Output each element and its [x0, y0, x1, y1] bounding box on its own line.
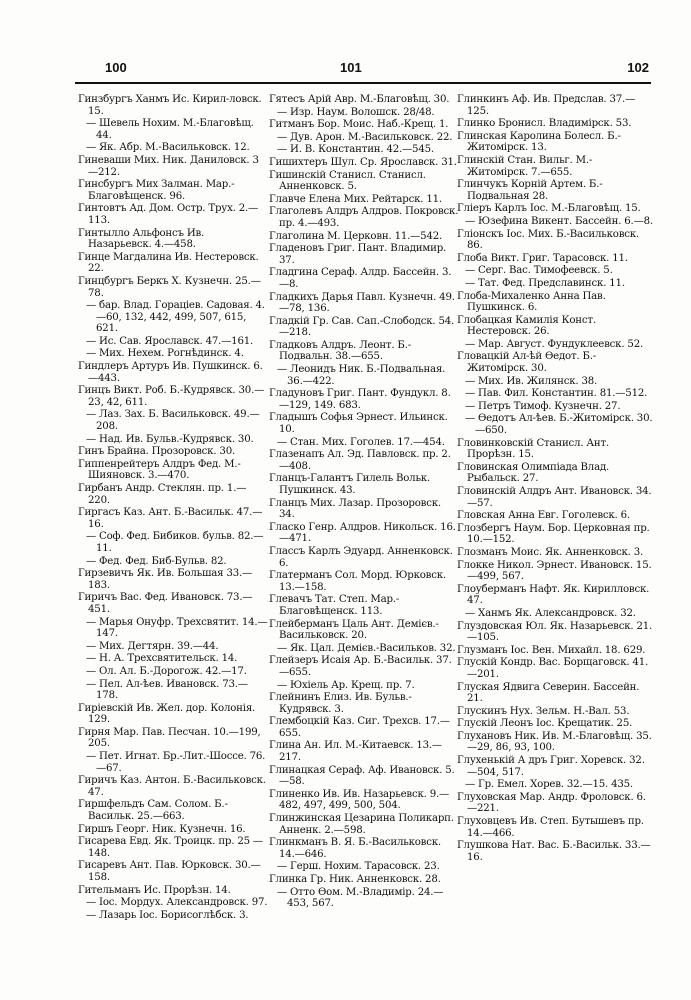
directory-entry: — Ол. Ал. Б.-Дорогож. 42.—17.	[86, 665, 247, 677]
header-rule	[75, 82, 651, 84]
directory-entry: Гиріевскій Ив. Жел. дор. Колонія. 129.	[78, 702, 256, 726]
directory-entry: Гинсбургъ Мих Залман. Мар.-Благовѣщенск. 96.	[78, 179, 235, 202]
directory-entry: Глатерманъ Сол. Морд. Юрковск. 13.—158.	[269, 570, 446, 593]
directory-entry: — Серг. Вас. Тимофеевск. 5.	[465, 265, 613, 277]
directory-entry: — Пет. Игнат. Бр.-Лит.-Шоссе. 76.—67.	[86, 751, 266, 774]
directory-entry: — бар. Влад. Гораціев. Садовая. 4.—60, 132, 442, 499, 507, 615, 621.	[86, 300, 265, 335]
directory-entry: Глаголевъ Алдръ Алдров. Покровск. пр. 4.—493.	[269, 206, 459, 229]
directory-entry: Глинчукъ Корній Артем. Б.-Подвальная 28.	[457, 179, 603, 202]
directory-entry: Гиршфельдъ Сам. Солом. Б.-Васильк. 25.—663.	[78, 799, 228, 823]
directory-entry: Гладгина Сераф. Алдр. Бассейн. 3.—8.	[269, 267, 452, 290]
directory-entry: — Герш. Нохим. Тарасовск. 23.	[277, 861, 440, 873]
directory-entry: Гительманъ Ис. Прорѣзн. 14.	[78, 884, 231, 896]
directory-entry: Гирня Мар. Пав. Песчан. 10.—199, 205.	[78, 726, 261, 750]
directory-entry: Глазенапъ Ал. Эд. Павловск. пр. 2.—408.	[269, 449, 451, 472]
directory-entry: — Соф. Фед. Бибиков. бульв. 82.—11.	[86, 531, 264, 554]
directory-entry: Гиричъ Вас. Фед. Ивановск. 73.—451.	[78, 592, 253, 615]
directory-entry: Гинъ Брайна. Прозоровск. 30.	[78, 446, 236, 458]
page-header	[75, 60, 649, 82]
directory-entry: — Як. Цал. Демієв.-Васильков. 32.	[277, 642, 456, 654]
directory-entry: Глокке Никол. Эрнест. Ивановск. 15.—499, 567.	[457, 559, 652, 583]
directory-entry: Гитманъ Бор. Моис. Наб.-Крещ. 1.	[269, 119, 449, 131]
directory-entry: — Н. А. Трехсвятительск. 14.	[86, 653, 238, 665]
directory-entry: — Як. Абр. М.-Васильковск. 12.	[86, 142, 250, 154]
directory-entry: — Юхіель Ар. Крещ. пр. 7.	[277, 679, 415, 691]
directory-entry: Гишинскій Станисл. Станисл. Анненковск. 5.	[269, 169, 426, 193]
directory-entry: Гліеръ Карлъ Іос. М.-Благовѣщ. 15.	[457, 203, 641, 215]
directory-entry: — Дув. Арон. М.-Васильковск. 22.	[277, 131, 453, 143]
directory-entry: — Іос. Мордух. Александровск. 97.	[86, 897, 268, 909]
directory-entry: Гладеновъ Григ. Пант. Владимир. 37.	[269, 243, 447, 266]
directory-entry: Гиневаши Мих. Ник. Даниловск. 3 —212.	[78, 154, 259, 178]
directory-entry: Гловинская Олимпіада Влад. Рыбальск. 27.	[457, 461, 610, 485]
directory-entry: Глинкманъ В. Я. Б.-Васильковск. 14.—646.	[269, 837, 441, 860]
directory-entry: Гиндлеръ Артуръ Ив. Пушкинск. 6.—443.	[78, 361, 263, 384]
directory-entry: — Петръ Тимоф. Кузнечн. 27.	[465, 400, 621, 412]
directory-entry: — Мих. Дегтярн. 39.—44.	[86, 640, 219, 652]
directory-entry: — Юзефина Викент. Бассейн. 6.—8.	[465, 215, 653, 227]
directory-entry: Гловацкій Ал-ѣй Ѳедот. Б.-Житомірск. 30.	[457, 351, 597, 375]
directory-entry: Гинцъ Викт. Роб. Б.-Кудрявск. 30.—23, 42, 611.	[78, 385, 265, 408]
page-number-left: 100	[105, 60, 127, 75]
column-middle	[269, 94, 459, 911]
directory-entry: Глобацкая Камилія Конст. Нестеровск. 26.	[457, 314, 596, 338]
directory-entry: Глинская Каролина Болесл. Б.-Житомірск. 13.	[457, 130, 621, 154]
directory-entry: Гятесъ Арій Авр. М.-Благовѣщ. 30.	[269, 94, 450, 105]
page-number-right: 102	[627, 60, 649, 75]
directory-entry: Глоба-Михаленко Анна Пав. Пушкинск. 6.	[457, 290, 606, 314]
directory-entry: Глинка Гр. Ник. Анненковск. 28.	[269, 874, 441, 885]
directory-entry: Гланцъ Мих. Лазар. Прозоровск. 34.	[269, 497, 441, 521]
directory-entry: Гиричъ Каз. Антон. Б.-Васильковск. 47.	[78, 775, 266, 798]
directory-entry: Глинацкая Сераф. Аф. Ивановск. 5.—58.	[269, 764, 455, 788]
page-number-middle: 101	[340, 60, 362, 75]
directory-entry: — И. В. Константин. 42.—545.	[277, 144, 434, 156]
directory-entry: Глевачъ Тат. Степ. Мар.-Благовѣщенск. 113.	[269, 594, 400, 617]
directory-entry: — Тат. Фед. Предславинск. 11.	[465, 277, 625, 289]
directory-entry: — Фед. Фед. Биб-Бульв. 82.	[86, 555, 227, 567]
directory-entry: Глембоцкій Каз. Сиг. Трехсв. 17.—655.	[269, 716, 450, 739]
directory-entry: — Мих. Ив. Жилянск. 38.	[465, 375, 598, 387]
directory-entry: Гладкій Гр. Сав. Сап.-Слободск. 54.—218.	[269, 315, 455, 339]
directory-entry: Глуская Ядвига Северин. Бассейн. 21.	[457, 681, 640, 705]
directory-entry: Глухановъ Ник. Ив. М.-Благовѣщ. 35.—29, 86, 93, 100.	[457, 730, 652, 754]
directory-entry: — Над. Ив. Бульв.-Кудрявск. 30.	[86, 433, 254, 445]
directory-entry: — Леонидъ Ник. Б.-Подвальная. 36.—422.	[277, 364, 446, 387]
directory-entry: Глейнинъ Елиз. Ив. Бульв.-Кудрявск. 3.	[269, 692, 412, 715]
directory-entry: Гинзбургъ Ханмъ Ис. Кирил-ловск. 15.	[78, 94, 262, 117]
directory-entry: — Шевель Нохим. М.-Благовѣщ. 44.	[86, 118, 254, 141]
directory-entry: Гладуновъ Григ. Пант. Фундукл. 8.—129, 149. 683.	[269, 388, 451, 411]
directory-entry: Глинкинъ Аф. Ив. Предслав. 37.—125.	[457, 94, 636, 117]
directory-entry: Гисаревъ Ант. Пав. Юрковск. 30.—158.	[78, 860, 261, 883]
directory-entry: Гиргасъ Каз. Ант. Б.-Васильк. 47.—16.	[78, 507, 263, 530]
directory-entry: — Изр. Наум. Волошск. 28/48.	[277, 106, 435, 118]
directory-entry: — Мих. Нехем. Рогнѣдинск. 4.	[86, 348, 244, 360]
directory-entry: Гиршъ Георг. Ник. Кузнечн. 16.	[78, 823, 246, 835]
directory-entry: — Гр. Емел. Хорев. 32.—15. 435.	[465, 779, 633, 791]
directory-entry: Глина Ан. Ил. М.-Китаевск. 13.—217.	[269, 740, 442, 764]
column-right	[457, 94, 653, 864]
directory-entry: Глушкова Нат. Вас. Б.-Васильк. 33.—16.	[457, 840, 651, 863]
directory-entry: Гланцъ-Галантъ Гилель Вольк. Пушкинск. 43.	[269, 473, 431, 496]
directory-entry: Глинко Бронисл. Владимірск. 53.	[457, 118, 632, 130]
directory-entry: Глоуберманъ Нафт. Як. Кирилловск. 47.	[457, 583, 650, 607]
directory-entry: — Ѳедотъ Ал-ѣев. Б.-Житомірск. 30.—650.	[465, 413, 653, 437]
column-left	[78, 94, 268, 922]
directory-entry: — Отто Ѳом. М.-Владимір. 24.—453, 567.	[277, 886, 444, 910]
directory-entry: Гинтовтъ Ад. Дом. Остр. Трух. 2.—113.	[78, 203, 258, 226]
directory-entry: Гласко Генр. Алдров. Никольск. 16.—471.	[269, 521, 456, 545]
directory-entry: — Пел. Ал-ѣев. Ивановск. 73.—178.	[86, 678, 248, 702]
directory-entry: Глинскій Стан. Вильг. М.-Житомірск. 7.—655.	[457, 154, 593, 178]
directory-entry: Глассъ Карлъ Эдуард. Анненковск. 6.	[269, 545, 453, 569]
directory-entry: — Стан. Мих. Гоголев. 17.—454.	[277, 436, 445, 448]
directory-entry: Глаголина М. Церковн. 11.—542.	[269, 230, 443, 242]
directory-entry: Гирзевичъ Як. Ив. Большая 33.—183.	[78, 568, 253, 591]
directory-entry: Глинжинская Цезарина Поликарп. Анненк. 2.—598.	[269, 813, 454, 836]
directory-entry: Гловинковскій Станисл. Ант. Прорѣзн. 15.	[457, 437, 609, 461]
directory-entry: — Мар. Август. Фундуклеевск. 52.	[465, 338, 644, 350]
directory-entry: Гинцбургъ Беркъ Х. Кузнечн. 25.—78.	[78, 275, 261, 299]
directory-entry: Гладковъ Алдръ. Леонт. Б.-Подвальн. 38.—655.	[269, 339, 411, 363]
directory-entry: Глуздовская Юл. Як. Назарьевск. 21.—105.	[457, 620, 653, 644]
directory-entry: Гловская Анна Евг. Гоголевск. 6.	[457, 510, 630, 522]
directory-entry: Глускій Кондр. Вас. Борщаговск. 41.—201.	[457, 657, 649, 680]
directory-entry: Глейзеръ Исаія Ар. Б.-Васильк. 37.—655.	[269, 655, 452, 678]
directory-entry: Гинтылло Альфонсъ Ив. Назарьевск. 4.—458.	[78, 227, 205, 251]
directory-entry: Гладкихъ Дарья Павл. Кузнечн. 49.—78, 136.	[269, 291, 455, 315]
directory-entry: — Марья Онуфр. Трехсвятит. 14.—147.	[86, 616, 268, 640]
directory-entry: Гинце Магдалина Ив. Нестеровск. 22.	[78, 251, 259, 275]
directory-entry: — Лазарь Іос. Борисоглѣбск. 3.	[86, 909, 249, 921]
directory-entry: Гловинскій Алдръ Ант. Ивановск. 34.—57.	[457, 486, 652, 509]
directory-entry: Гладышъ Софья Эрнест. Ильинск. 10.	[269, 412, 448, 436]
directory-entry: Гліонскъ Іос. Мих. Б.-Васильковск. 86.	[457, 228, 639, 252]
directory-entry: Гиппенрейтеръ Алдръ Фед. М.-Шияновск. 3.—470.	[78, 458, 241, 482]
directory-entry: Глуховцевъ Ив. Степ. Бутышевъ пр. 14.—466.	[457, 816, 644, 839]
directory-entry: — Ханмъ Як. Александровск. 32.	[465, 607, 636, 619]
directory-entry: Глозманъ Моис. Як. Анненковск. 3.	[457, 546, 644, 558]
directory-entry: — Лаз. Зах. Б. Васильковск. 49.—208.	[86, 409, 260, 433]
directory-entry: Глейберманъ Цаль Ант. Демієв.-Васильковск. 20.	[269, 618, 439, 642]
directory-entry: Гирбанъ Андр. Стеклян. пр. 1.—220.	[78, 483, 247, 506]
directory-entry: Глухенькій А дръ Григ. Хоревск. 32.—504, 517.	[457, 755, 645, 778]
directory-entry: Глуховская Мар. Андр. Фроловск. 6.—221.	[457, 791, 646, 815]
directory-entry: — Ис. Сав. Ярославск. 47.—161.	[86, 335, 254, 347]
directory-entry: Глиненко Ив. Ив. Назарьевск. 9.—482, 497, 499, 500, 504.	[269, 788, 450, 812]
directory-entry: Гишихтеръ Шул. Ср. Ярославск. 31.	[269, 156, 457, 168]
directory-entry: — Пав. Фил. Константин. 81.—512.	[465, 388, 648, 400]
directory-entry: Глоба Викт. Григ. Тарасовск. 11.	[457, 252, 628, 264]
directory-entry: Глускій Леонъ Іос. Крещатик. 25.	[457, 718, 633, 730]
directory-entry: Гисарева Евд. Як. Троицк. пр. 25 —148.	[78, 836, 263, 859]
directory-entry: Глускинъ Нух. Зельм. Н.-Вал. 53.	[457, 705, 630, 717]
directory-entry: Глузманъ Іос. Вен. Михайл. 18. 629.	[457, 644, 646, 656]
directory-entry: Глозбергъ Наум. Бор. Церковная пр. 10.—152.	[457, 522, 650, 546]
directory-entry: Главче Елена Мих. Рейтарск. 11.	[269, 193, 442, 205]
